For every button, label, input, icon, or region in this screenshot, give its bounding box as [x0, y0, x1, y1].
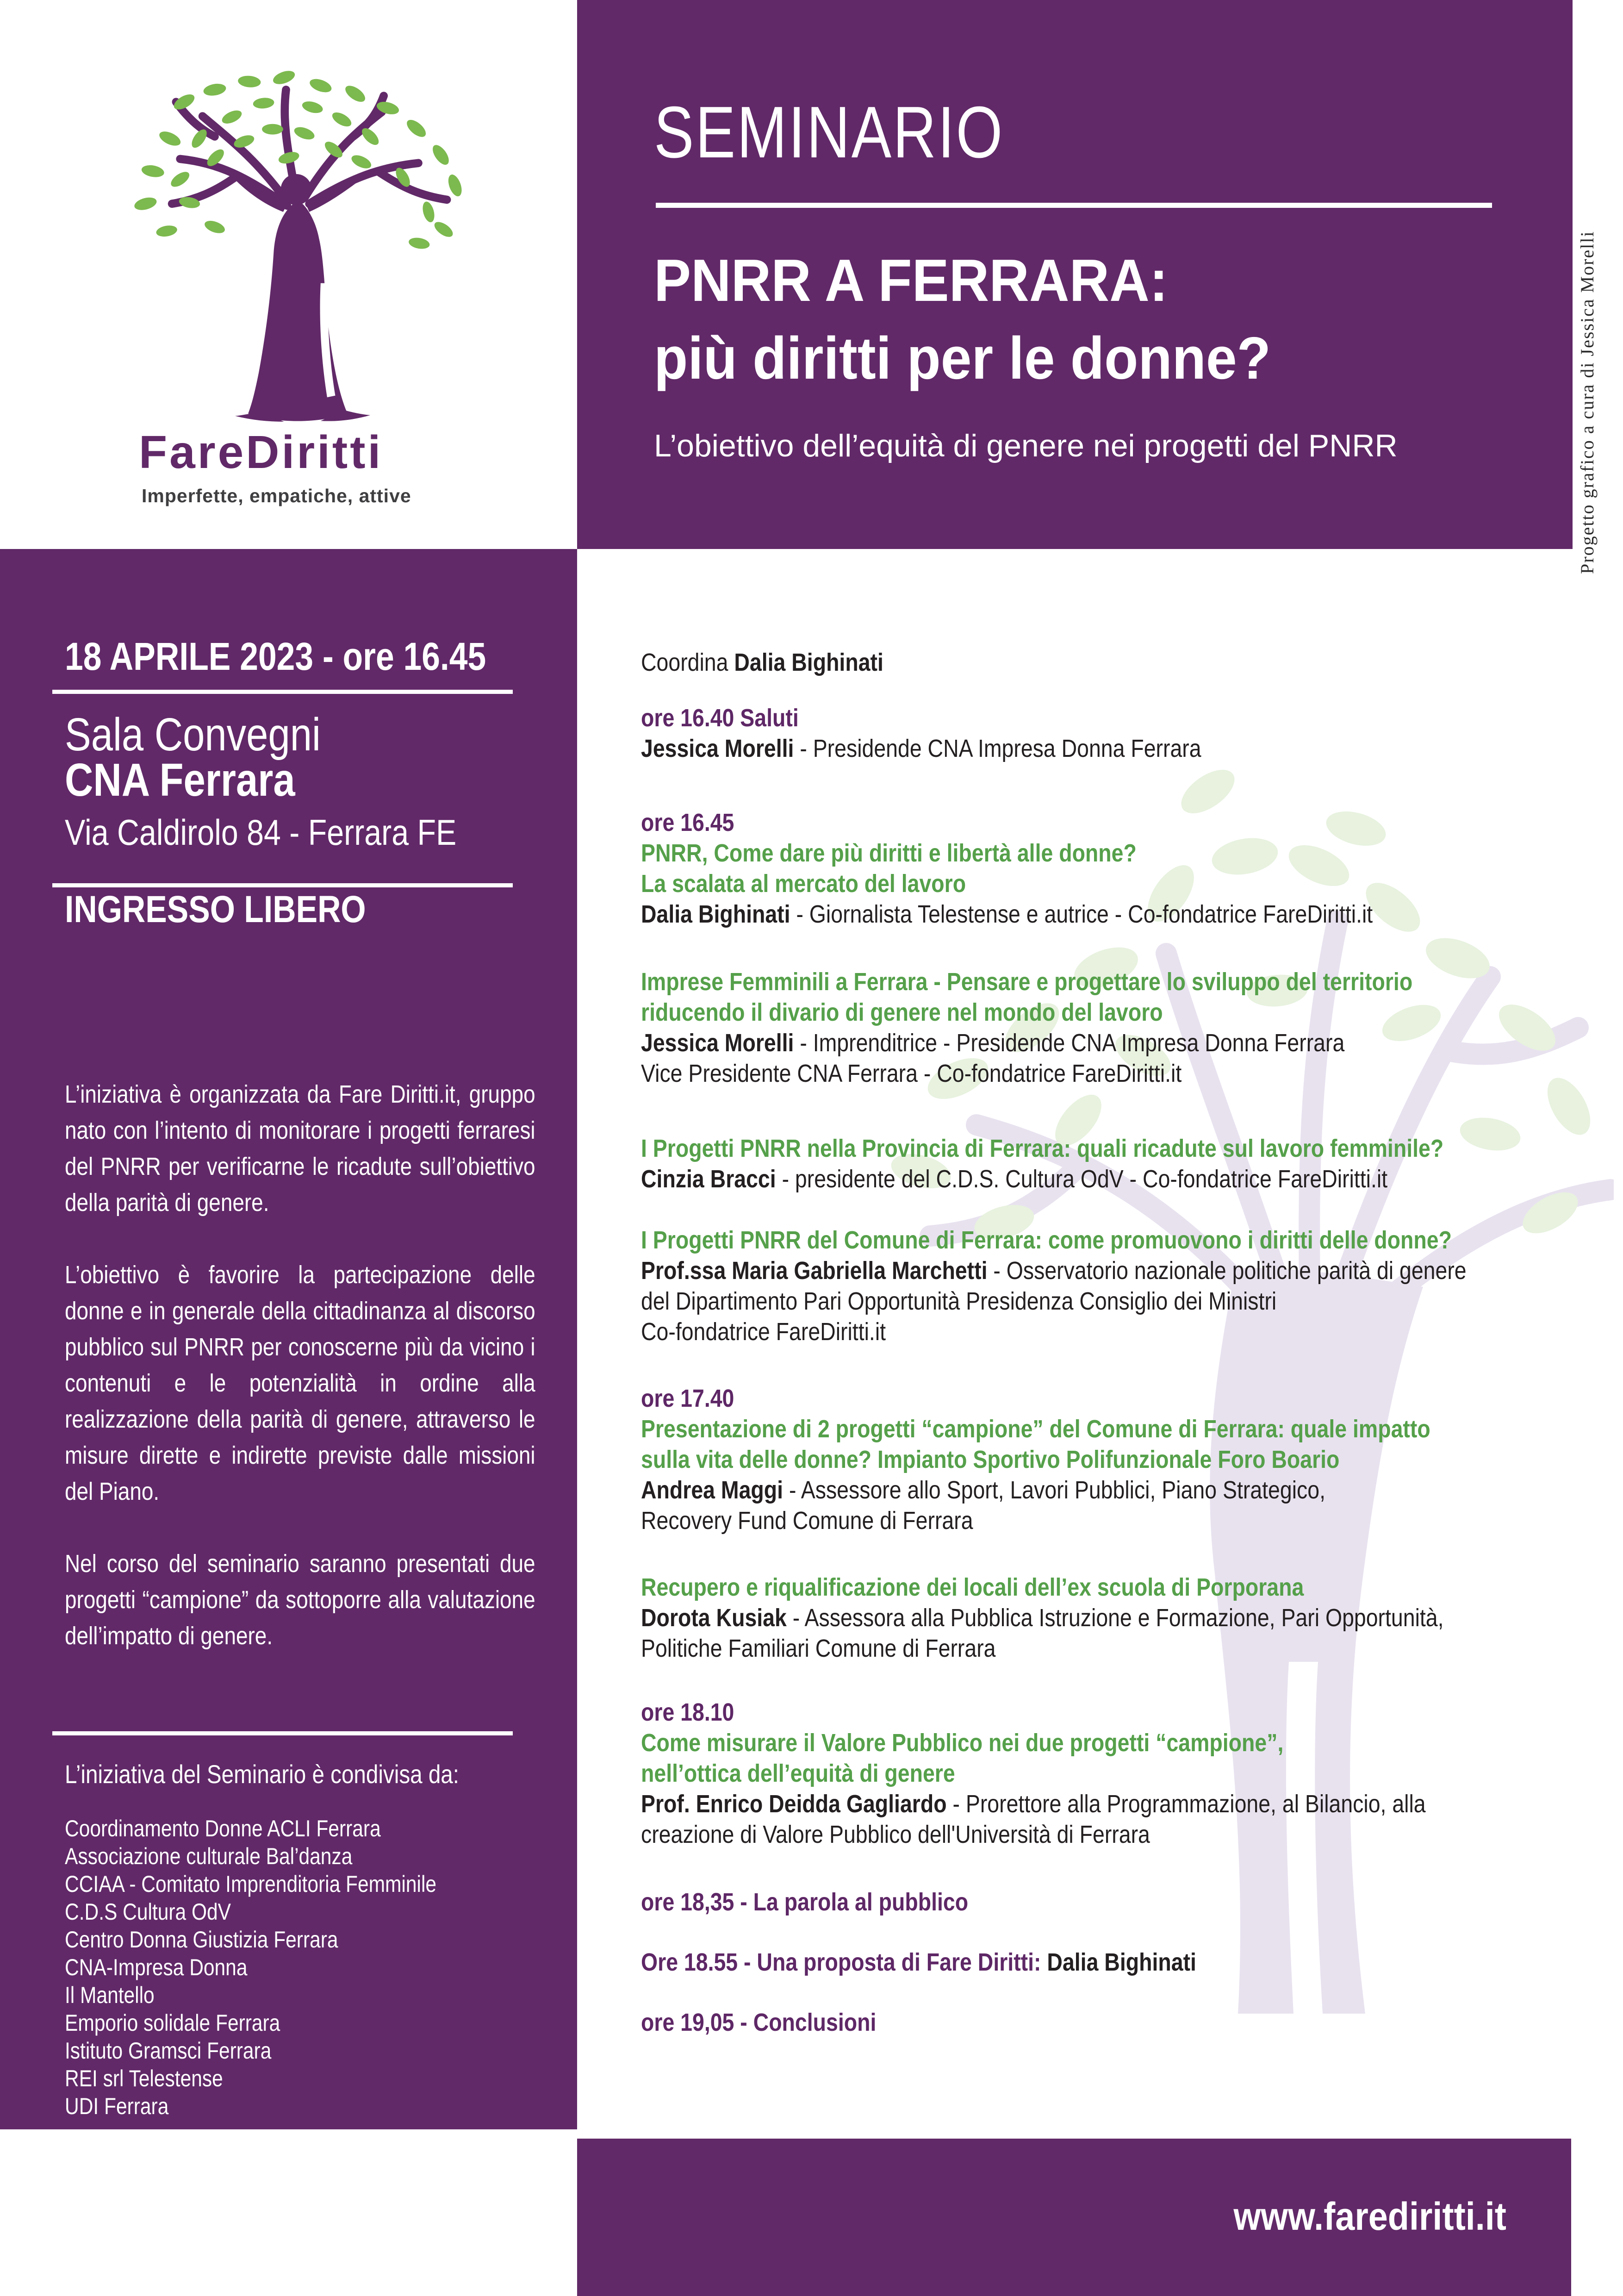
- program-title-line: [641, 967, 1412, 997]
- venue-room: Sala Convegni: [65, 709, 321, 761]
- program-speaker-line: [641, 1475, 1430, 1505]
- text-segment: - Assessora alla Pubblica Istruzione e Formazione, Pari Opportunità,: [786, 1604, 1444, 1632]
- text-segment: La scalata al mercato del lavoro: [641, 870, 966, 898]
- organization-item: Il Mantello: [65, 1982, 155, 2008]
- organization-item: UDI Ferrara: [65, 2093, 169, 2119]
- text-segment: Coordina: [641, 649, 734, 676]
- program-item: [641, 1887, 968, 1917]
- speaker-name: Prof. Enrico Deidda Gagliardo: [641, 1790, 947, 1818]
- program-schedule: [641, 0, 1509, 2129]
- text-segment: nell’ottica dell’equità di genere: [641, 1759, 955, 1787]
- program-item: [641, 1572, 1444, 1664]
- divider: [52, 1731, 513, 1735]
- speaker-name: Dalia Bighinati: [1047, 1948, 1196, 1976]
- program-speaker-line: [641, 1789, 1426, 1819]
- organization-item: CNA-Impresa Donna: [65, 1954, 248, 1980]
- program-title-line: [641, 1414, 1430, 1444]
- program-item: [641, 1947, 1196, 1978]
- logo-block: [51, 42, 541, 549]
- organization-item: Istituto Gramsci Ferrara: [65, 2038, 272, 2064]
- text-segment: I Progetti PNRR nella Provincia di Ferrara: quali ricadute sul lavoro femminile?: [641, 1135, 1444, 1162]
- program-speaker-line: [641, 1633, 1444, 1664]
- program-time-line: [641, 703, 1201, 733]
- program-time-line: [641, 1947, 1196, 1978]
- text-segment: ore 16.45: [641, 809, 734, 836]
- program-time-line: [641, 1887, 968, 1917]
- shared-by-intro: L’iniziativa del Seminario è condivisa da:: [65, 1759, 459, 1789]
- program-title-line: [641, 838, 1373, 868]
- program-item: [641, 1697, 1426, 1850]
- text-segment: sulla vita delle donne? Impianto Sportivo Polifunzionale Foro Boario: [641, 1446, 1340, 1473]
- program-speaker-line: [641, 733, 1201, 764]
- about-paragraph: Nel corso del seminario saranno presentati due progetti “campione” da sottoporre alla valutazione dell’impatto di genere.: [65, 1550, 535, 1650]
- program-time-line: [641, 807, 1373, 838]
- text-segment: Imprese Femminili a Ferrara - Pensare e progettare lo sviluppo del territorio: [641, 968, 1413, 996]
- admission-note: INGRESSO LIBERO: [65, 888, 366, 930]
- organization-item: Associazione culturale Bal’danza: [65, 1843, 353, 1869]
- text-segment: PNRR, Come dare più diritti e libertà alle donne?: [641, 839, 1137, 867]
- text-segment: ore 18,35 - La parola al pubblico: [641, 1888, 969, 1916]
- program-speaker-line: [641, 1819, 1426, 1850]
- text-segment: Presentazione di 2 progetti “campione” del Comune di Ferrara: quale impatto: [641, 1415, 1430, 1443]
- logo-wordmark: FareDiritti: [139, 426, 383, 478]
- program-speaker-line: [641, 1028, 1412, 1058]
- program-item: [641, 703, 1201, 764]
- speaker-name: Dalia Bighinati: [641, 900, 790, 928]
- program-speaker-line: [641, 1255, 1467, 1286]
- organization-item: C.D.S Cultura OdV: [65, 1899, 231, 1925]
- about-paragraphs: [65, 1076, 535, 1690]
- website-url: www.farediritti.it: [1233, 2195, 1506, 2238]
- text-segment: - Prorettore alla Programmazione, al Bilancio, alla: [946, 1790, 1426, 1818]
- program-item: [641, 1383, 1430, 1536]
- program-title-line: [641, 1728, 1426, 1758]
- program-title-line: [641, 1572, 1444, 1603]
- text-segment: - Presidende CNA Impresa Donna Ferrara: [794, 735, 1201, 762]
- text-segment: ore 19,05 - Conclusioni: [641, 2009, 877, 2036]
- program-title-line: [641, 1758, 1426, 1789]
- organization-item: Centro Donna Giustizia Ferrara: [65, 1927, 338, 1953]
- design-credit: Progetto grafico a cura di Jessica Morelli: [1577, 231, 1598, 574]
- text-segment: ore 18.10: [641, 1698, 734, 1726]
- about-paragraph: L’iniziativa è organizzata da Fare Diritti.it, gruppo nato con l’intento di monitorare i progetti ferraresi del PNRR per verificarne le ricadute sull’obiettivo della parità di genere.: [65, 1080, 535, 1217]
- text-segment: Vice Presidente CNA Ferrara - Co-fondatrice FareDiritti.it: [641, 1060, 1182, 1087]
- event-title-line2: più diritti per le donne?: [654, 325, 1271, 392]
- info-sidebar: [0, 549, 577, 2129]
- text-segment: - presidente del C.D.S. Cultura OdV - Co-fondatrice FareDiritti.it: [776, 1165, 1388, 1193]
- program-speaker-line: [641, 1603, 1444, 1633]
- text-segment: Come misurare il Valore Pubblico nei due progetti “campione”,: [641, 1729, 1284, 1757]
- text-segment: del Dipartimento Pari Opportunità Presidenza Consiglio dei Ministri: [641, 1287, 1277, 1315]
- event-date: 18 APRILE 2023 - ore 16.45: [65, 635, 486, 678]
- program-title-line: [641, 1225, 1467, 1255]
- text-segment: ore 17.40: [641, 1385, 734, 1412]
- program-speaker-line: [641, 1316, 1467, 1347]
- event-subtitle: L’obiettivo dell’equità di genere nei progetti del PNRR: [654, 428, 1398, 463]
- text-segment: Co-fondatrice FareDiritti.it: [641, 1318, 886, 1346]
- program-speaker-line: [641, 1505, 1430, 1536]
- faredititti-tree-logo-icon: [93, 51, 500, 426]
- speaker-name: Jessica Morelli: [641, 735, 794, 762]
- program-title-line: [641, 1444, 1430, 1475]
- speaker-name: Prof.ssa Maria Gabriella Marchetti: [641, 1257, 988, 1285]
- venue-organization: CNA Ferrara: [65, 754, 295, 806]
- speaker-name: Andrea Maggi: [641, 1476, 784, 1504]
- supporting-organizations-list: [65, 1815, 436, 2120]
- organization-item: Emporio solidale Ferrara: [65, 2010, 280, 2036]
- program-title-line: [641, 1133, 1443, 1164]
- speaker-name: Dalia Bighinati: [734, 649, 883, 676]
- footer-banner: [577, 2139, 1571, 2296]
- about-paragraph: L’obiettivo è favorire la partecipazione delle donne e in generale della cittadinanza al discorso pubblico sul PNRR per conoscerne più da vicino i contenuti e le potenzialità in ordine alla realizzazione della parità di genere, attraverso le misure dirette e indirette previste dalle missioni del Piano.: [65, 1261, 535, 1505]
- program-title-line: [641, 997, 1412, 1028]
- program-speaker-line: [641, 899, 1373, 930]
- text-segment: Politiche Familiari Comune di Ferrara: [641, 1635, 996, 1662]
- organization-item: REI srl Telestense: [65, 2065, 223, 2091]
- logo-tagline: Imperfette, empatiche, attive: [142, 485, 411, 506]
- text-segment: Recupero e riqualificazione dei locali dell’ex scuola di Porporana: [641, 1573, 1304, 1601]
- text-segment: - Giornalista Telestense e autrice - Co-fondatrice FareDiritti.it: [790, 900, 1373, 928]
- program-time-line: [641, 1383, 1430, 1414]
- program-speaker-line: [641, 1164, 1443, 1194]
- program-speaker-line: [641, 647, 883, 678]
- divider: [52, 883, 513, 887]
- text-segment: I Progetti PNRR del Comune di Ferrara: come promuovono i diritti delle donne?: [641, 1226, 1452, 1254]
- text-segment: - Osservatorio nazionale politiche parità di genere: [987, 1257, 1467, 1285]
- text-segment: riducendo il divario di genere nel mondo del lavoro: [641, 998, 1163, 1026]
- venue-address: Via Caldirolo 84 - Ferrara FE: [65, 812, 457, 853]
- text-segment: Recovery Fund Comune di Ferrara: [641, 1507, 973, 1535]
- program-time-line: [641, 1697, 1426, 1728]
- speaker-name: Jessica Morelli: [641, 1029, 794, 1057]
- organization-item: Coordinamento Donne ACLI Ferrara: [65, 1816, 381, 1841]
- program-item: [641, 1133, 1443, 1194]
- program-item: [641, 647, 883, 678]
- text-segment: creazione di Valore Pubblico dell'Università di Ferrara: [641, 1821, 1150, 1848]
- organization-item: CCIAA - Comitato Imprenditoria Femminile: [65, 1871, 437, 1897]
- event-kicker: SEMINARIO: [654, 92, 1004, 173]
- program-item: [641, 807, 1373, 930]
- speaker-name: Cinzia Bracci: [641, 1165, 776, 1193]
- program-item: [641, 967, 1412, 1089]
- program-speaker-line: [641, 1058, 1412, 1089]
- speaker-name: Dorota Kusiak: [641, 1604, 787, 1632]
- program-item: [641, 2007, 876, 2038]
- text-segment: ore 16.40 Saluti: [641, 704, 799, 732]
- text-segment: - Imprenditrice - Presidende CNA Impresa Donna Ferrara: [794, 1029, 1345, 1057]
- program-time-line: [641, 2007, 876, 2038]
- divider: [52, 690, 513, 694]
- program-speaker-line: [641, 1286, 1467, 1316]
- text-segment: - Assessore allo Sport, Lavori Pubblici, Piano Strategico,: [783, 1476, 1325, 1504]
- text-segment: Ore 18.55 - Una proposta di Fare Diritti:: [641, 1948, 1047, 1976]
- event-title-line1: PNRR A FERRARA:: [654, 247, 1168, 314]
- program-title-line: [641, 868, 1373, 899]
- program-item: [641, 1225, 1467, 1347]
